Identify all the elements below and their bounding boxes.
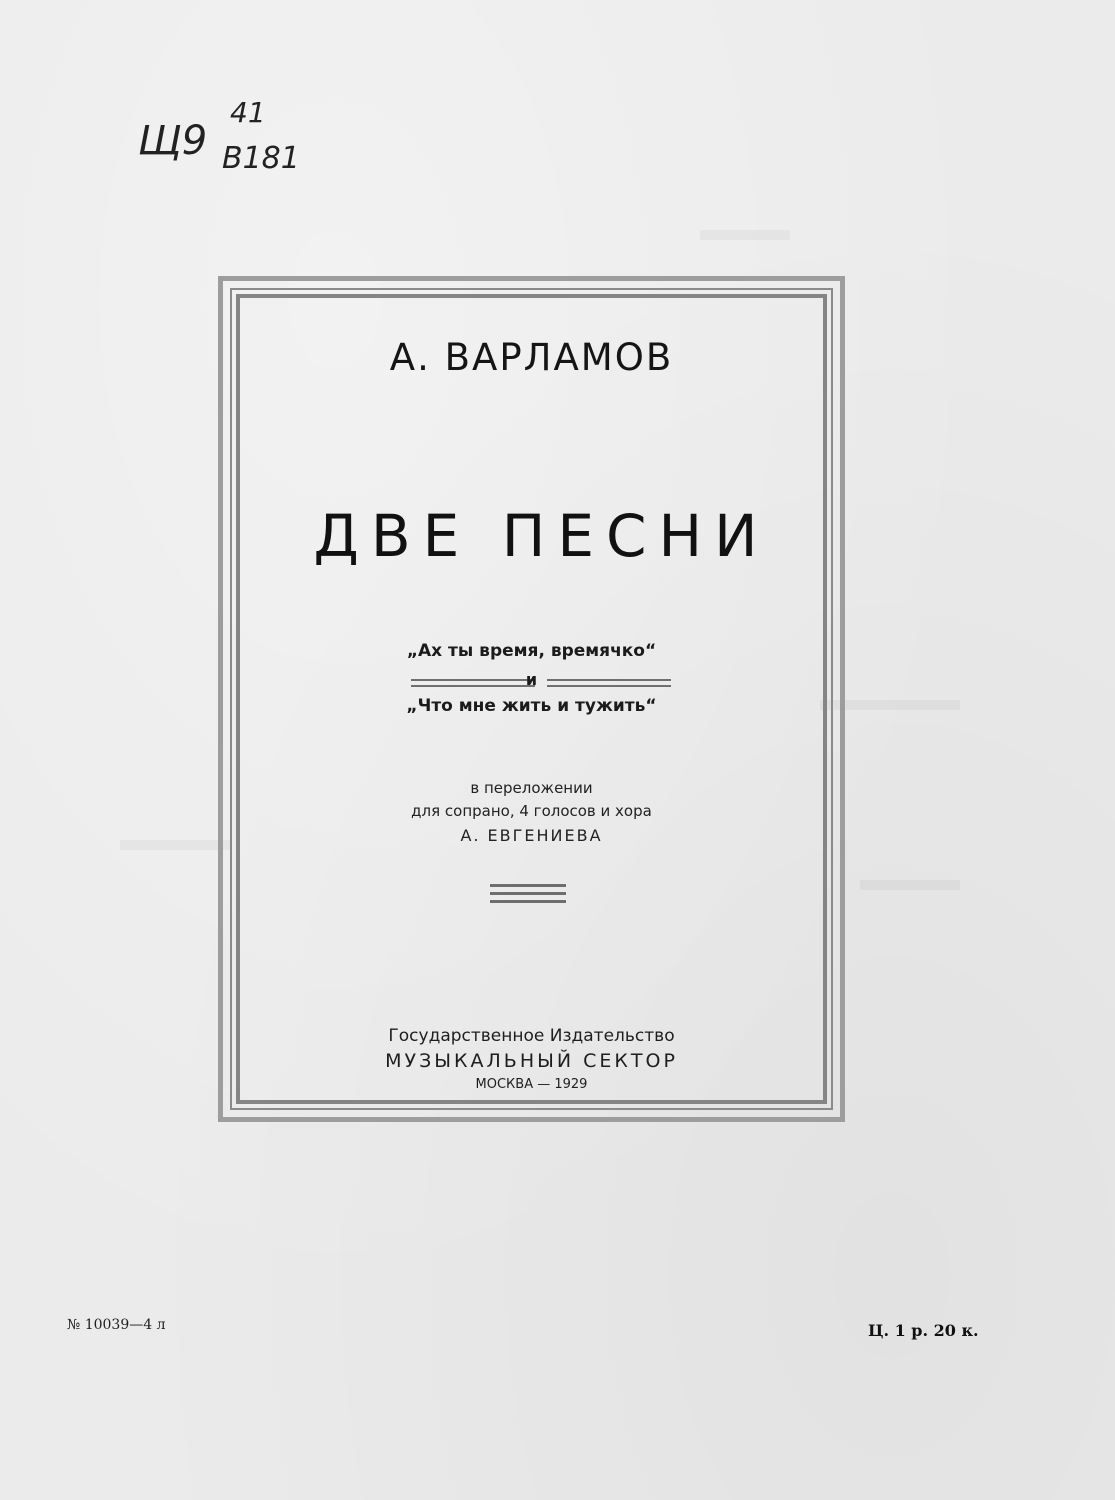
shelfmark-lower: В181 bbox=[222, 141, 300, 176]
song-title-1: „Ах ты время, времячко“ bbox=[406, 641, 657, 661]
library-shelfmark bbox=[130, 92, 320, 192]
work-title: ДВЕ ПЕСНИ bbox=[313, 502, 770, 570]
bleed-through-mark bbox=[120, 840, 230, 850]
cover-content bbox=[218, 276, 845, 1122]
handwritten-shelfmark-image bbox=[130, 92, 320, 192]
song-title-2: „Что мне жить и тужить“ bbox=[406, 696, 657, 716]
ornament-rule bbox=[490, 892, 566, 895]
arrangement-line-2: для сопрано, 4 голосов и хора bbox=[411, 802, 652, 820]
shelfmark-code: Щ9 bbox=[138, 118, 208, 164]
publisher-name: Государственное Издательство bbox=[388, 1026, 675, 1046]
publisher-sector: МУЗЫКАЛЬНЫЙ СЕКТОР bbox=[385, 1050, 678, 1072]
shelfmark-upper: 41 bbox=[230, 96, 266, 129]
price-label: Ц. 1 р. 20 к. bbox=[868, 1321, 979, 1340]
arrangement-line-1: в переложении bbox=[470, 779, 593, 797]
catalog-number: № 10039—4 л bbox=[67, 1317, 166, 1333]
bleed-through-mark bbox=[860, 880, 960, 890]
song-conjunction: и bbox=[525, 670, 538, 689]
composer-name: А. ВАРЛАМОВ bbox=[389, 336, 674, 379]
arranger-name: А. ЕВГЕНИЕВА bbox=[460, 826, 603, 845]
ornament-rule bbox=[490, 900, 566, 903]
double-rule-right bbox=[547, 679, 671, 687]
publication-place-year: МОСКВА — 1929 bbox=[475, 1077, 588, 1092]
ornament-rule bbox=[490, 884, 566, 887]
bleed-through-mark bbox=[700, 230, 790, 240]
